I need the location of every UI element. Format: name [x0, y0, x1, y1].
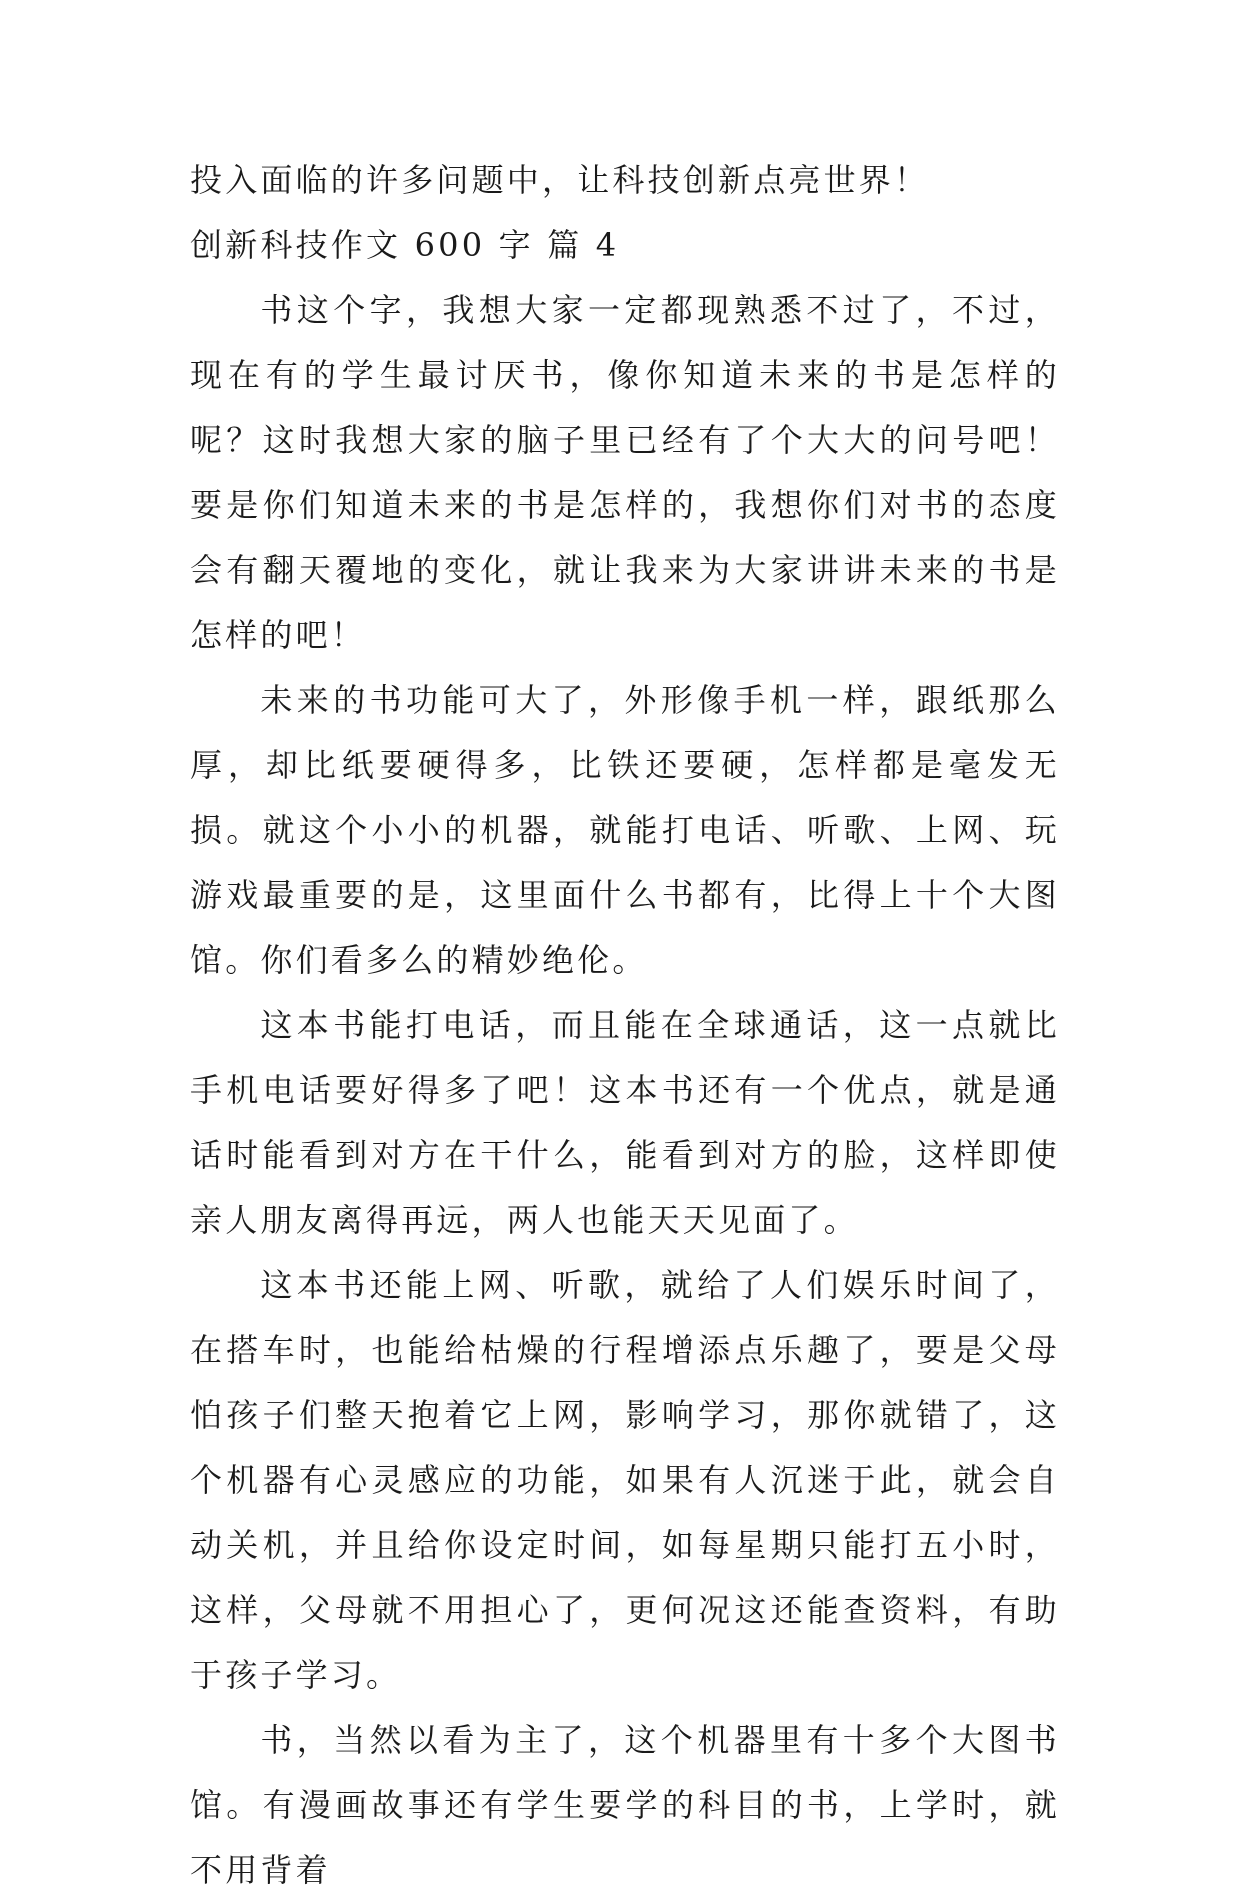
paragraph-1: 书这个字，我想大家一定都现熟悉不过了，不过，现在有的学生最讨厌书，像你知道未来的书是怎样的呢？这时我想大家的脑子里已经有了个大大的问号吧！要是你们知道未来的书是怎样的，我想你们对书的态度会有翻天覆地的变化，就让我来为大家讲讲未来的书是怎样的吧！ [190, 291, 1060, 654]
carryover-line: 投入面临的许多问题中，让科技创新点亮世界！ [190, 161, 930, 199]
paragraph-5: 书，当然以看为主了，这个机器里有十多个大图书馆。有漫画故事还有学生要学的科目的书，上学时，就不用背着 [190, 1721, 1060, 1889]
essay-heading: 创新科技作文 600 字 篇 4 [190, 226, 620, 264]
document-page [190, 148, 1060, 1903]
paragraph-4: 这本书还能上网、听歌，就给了人们娱乐时间了，在搭车时，也能给枯燥的行程增添点乐趣了，要是父母怕孩子们整天抱着它上网，影响学习，那你就错了，这个机器有心灵感应的功能，如果有人沉迷于此，就会自动关机，并且给你设定时间，如每星期只能打五小时，这样，父母就不用担心了，更何况这还能查资料，有助于孩子学习。 [190, 1266, 1060, 1694]
paragraph-3: 这本书能打电话，而且能在全球通话，这一点就比手机电话要好得多了吧！这本书还有一个优点，就是通话时能看到对方在干什么，能看到对方的脸，这样即使亲人朋友离得再远，两人也能天天见面了。 [190, 1006, 1060, 1239]
paragraph-2: 未来的书功能可大了，外形像手机一样，跟纸那么厚，却比纸要硬得多，比铁还要硬，怎样都是毫发无损。就这个小小的机器，就能打电话、听歌、上网、玩游戏最重要的是，这里面什么书都有，比得上十个大图馆。你们看多么的精妙绝伦。 [190, 681, 1060, 979]
